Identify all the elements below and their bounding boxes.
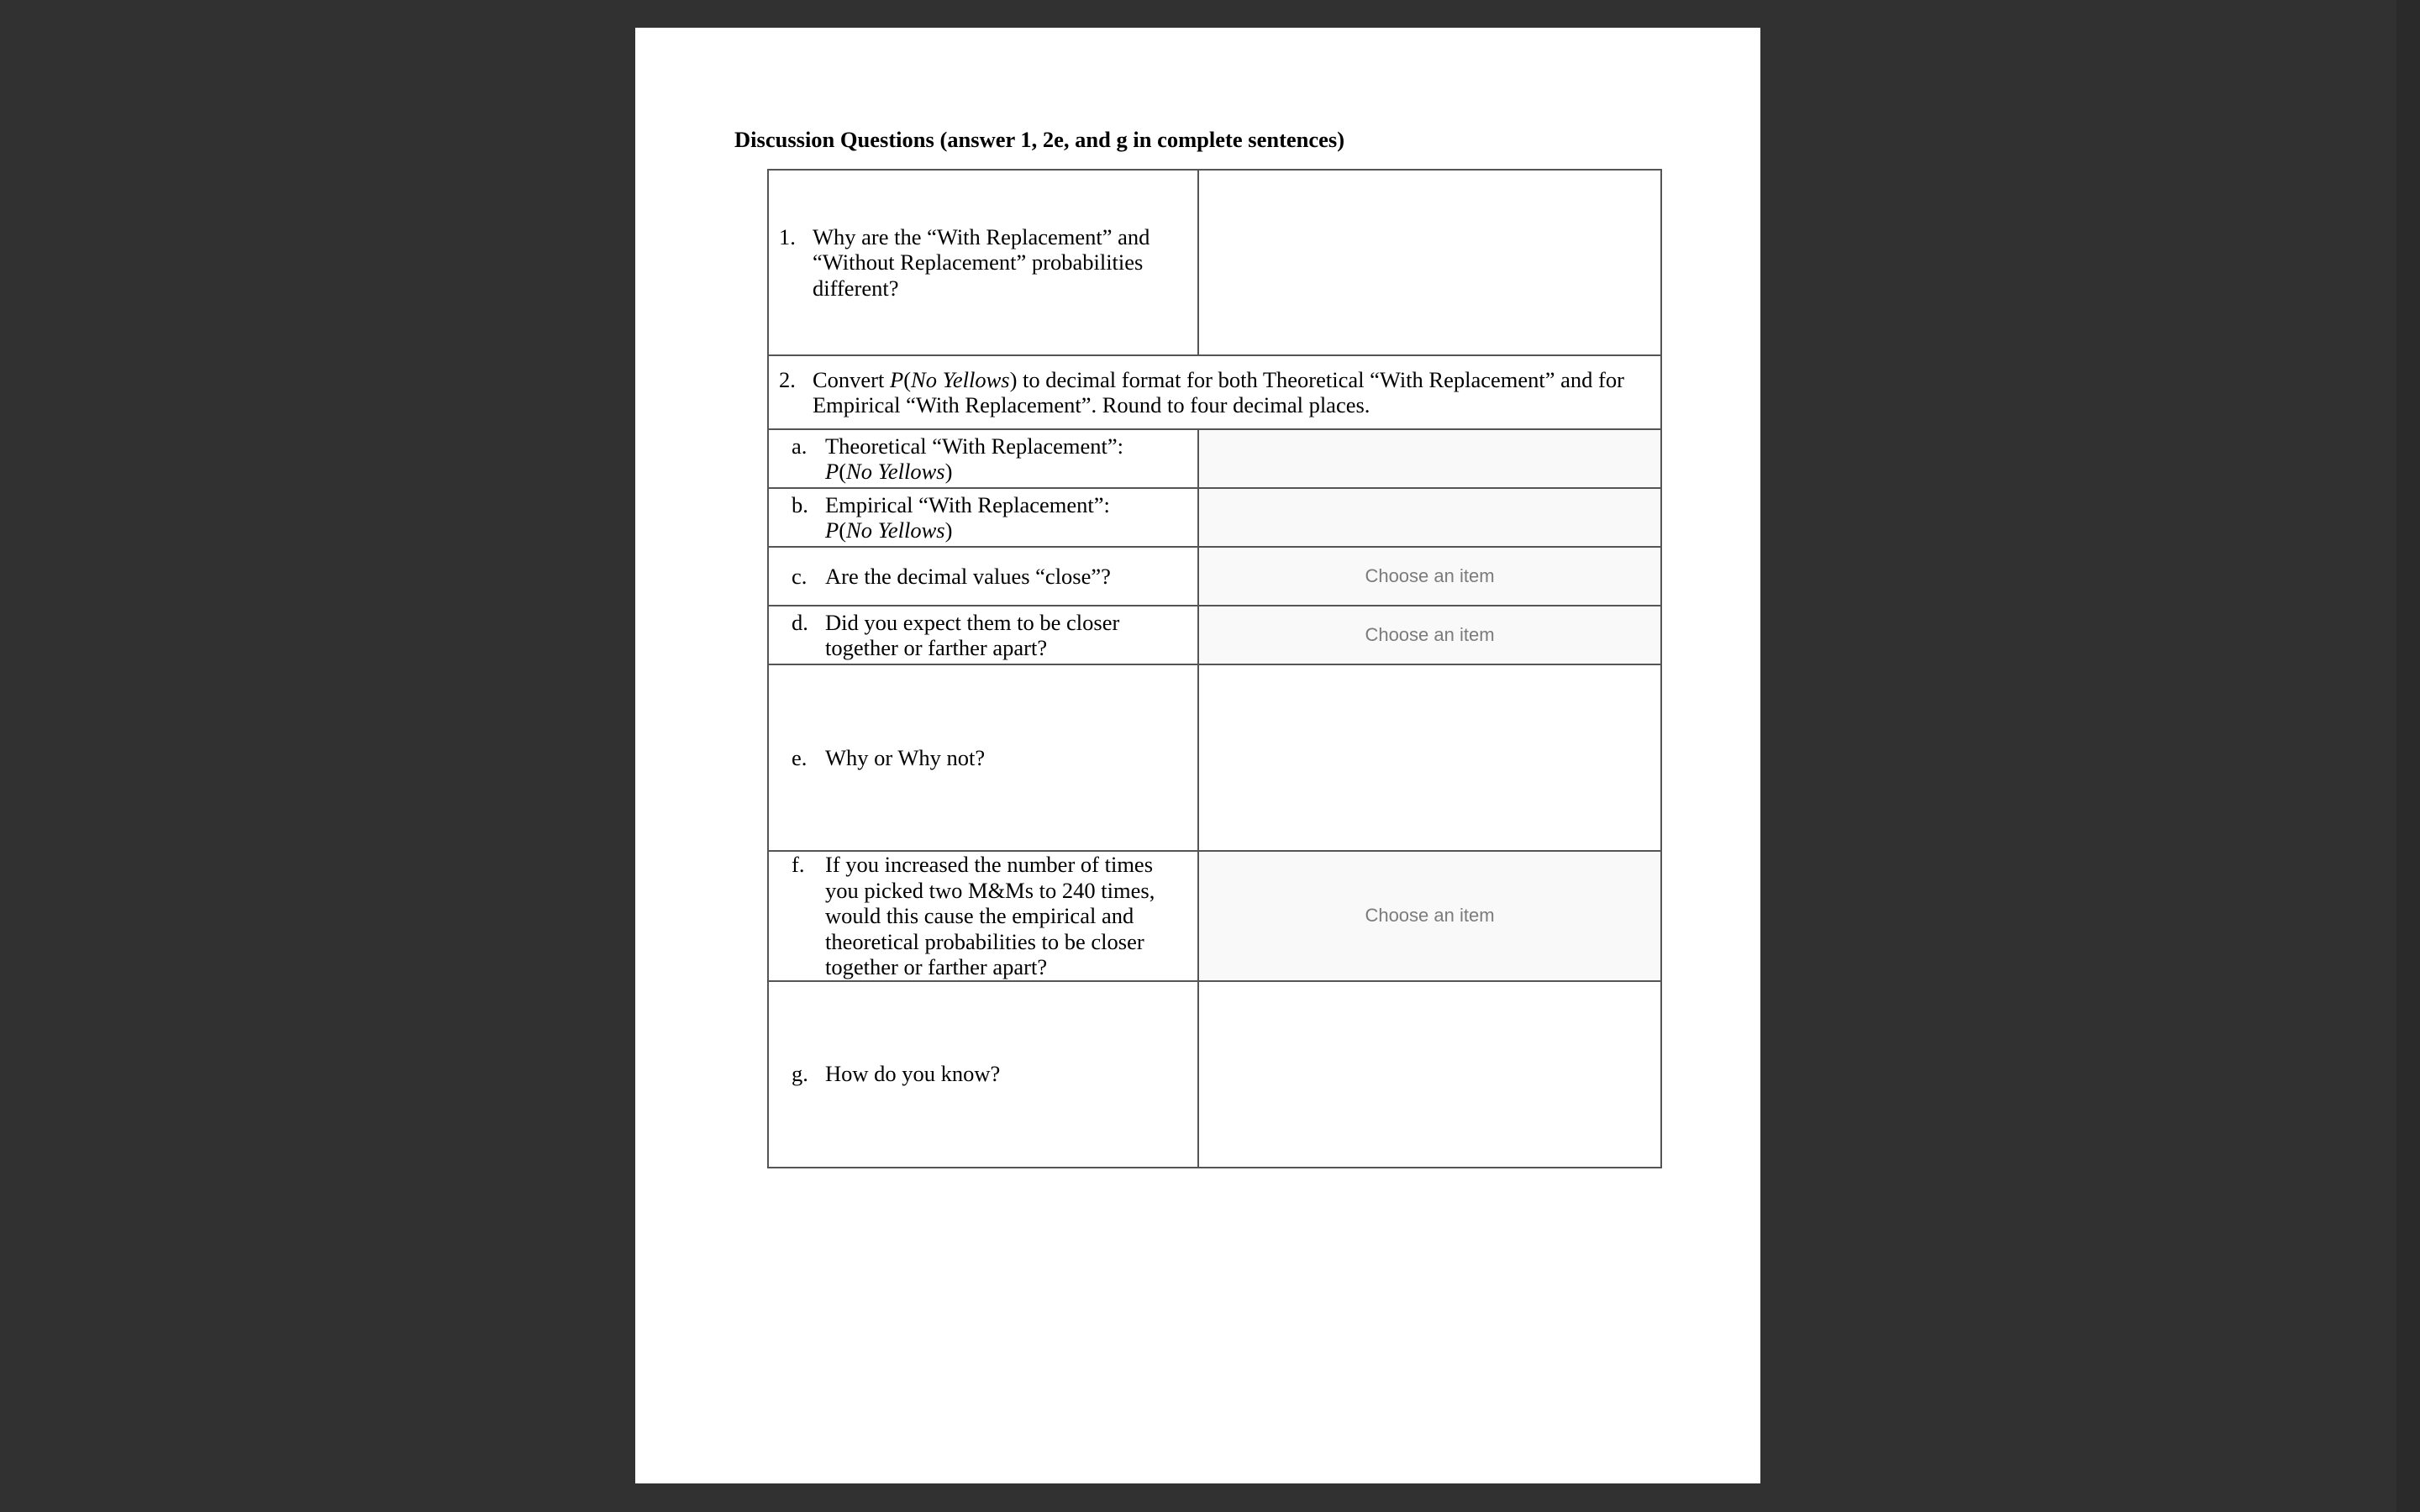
question-row-1 — [768, 170, 1661, 355]
subquestion-text: Are the decimal values “close”? — [825, 563, 1111, 589]
subquestion-row-a — [768, 429, 1661, 488]
subquestion-row-b — [768, 488, 1661, 547]
subquestion-row-c — [768, 547, 1661, 606]
subquestion-cell-f — [768, 851, 1198, 981]
subquestion-text-line: Empirical “With Replacement”: — [825, 491, 1110, 517]
question-text-line: different? — [813, 275, 899, 301]
dropdown-field-f[interactable]: Choose an item — [1198, 851, 1661, 981]
question-text-line: Empirical “With Replacement”. Round to four decimal places. — [813, 392, 1370, 417]
subquestion-cell-b — [768, 488, 1198, 547]
viewer-edge — [2396, 0, 2420, 1512]
subquestion-letter: e. — [792, 744, 808, 770]
answer-field-1[interactable] — [1198, 170, 1661, 355]
subquestion-cell-e — [768, 664, 1198, 851]
subquestion-row-g — [768, 981, 1661, 1168]
subquestion-text-line: P(No Yellows) — [825, 459, 953, 484]
subquestion-text-line: Did you expect them to be closer — [825, 609, 1120, 635]
subquestion-text: How do you know? — [825, 1061, 1001, 1087]
question-text-line: Why are the “With Replacement” and — [813, 223, 1150, 249]
document-page — [635, 28, 1760, 1483]
subquestion-text-line: would this cause the empirical and — [825, 903, 1134, 928]
dropdown-field-c[interactable]: Choose an item — [1198, 547, 1661, 606]
answer-field-g[interactable] — [1198, 981, 1661, 1168]
answer-field-a[interactable] — [1198, 429, 1661, 488]
question-cell-1 — [768, 170, 1198, 355]
subquestion-cell-g — [768, 981, 1198, 1168]
question-text-line: “Without Replacement” probabilities — [813, 249, 1144, 276]
subquestion-letter: c. — [792, 563, 808, 589]
page-heading: Discussion Questions (answer 1, 2e, and g in complete sentences) — [734, 127, 1345, 152]
question-row-2 — [768, 355, 1661, 429]
subquestion-text-line: together or farther apart? — [825, 954, 1048, 979]
subquestion-text-line: theoretical probabilities to be closer — [825, 928, 1144, 954]
subquestion-cell-d — [768, 606, 1198, 664]
questions-table — [767, 169, 1662, 1168]
subquestion-letter: a. — [792, 433, 808, 459]
answer-field-e[interactable] — [1198, 664, 1661, 851]
subquestion-row-f — [768, 851, 1661, 981]
subquestion-row-e — [768, 664, 1661, 851]
subquestion-text-line: together or farther apart? — [825, 635, 1048, 660]
subquestion-letter: f. — [792, 852, 805, 877]
subquestion-text-line: you picked two M&Ms to 240 times, — [825, 877, 1155, 903]
subquestion-letter: g. — [792, 1061, 808, 1087]
question-cell-2 — [768, 355, 1661, 429]
subquestion-cell-a — [768, 429, 1198, 488]
dropdown-field-d[interactable]: Choose an item — [1198, 606, 1661, 664]
subquestion-text-line: Theoretical “With Replacement”: — [825, 433, 1124, 459]
question-number: 2. — [779, 366, 796, 392]
subquestion-cell-c — [768, 547, 1198, 606]
subquestion-letter: b. — [792, 491, 808, 517]
question-number: 1. — [779, 223, 796, 249]
subquestion-text: Why or Why not? — [825, 744, 986, 770]
subquestion-text-line: If you increased the number of times — [825, 852, 1154, 877]
question-text-line: Convert P(No Yellows) to decimal format for both Theoretical “With Replacement” and for — [813, 366, 1624, 392]
subquestion-text-line: P(No Yellows) — [825, 517, 953, 543]
answer-field-b[interactable] — [1198, 488, 1661, 547]
subquestion-row-d — [768, 606, 1661, 664]
subquestion-letter: d. — [792, 609, 808, 635]
